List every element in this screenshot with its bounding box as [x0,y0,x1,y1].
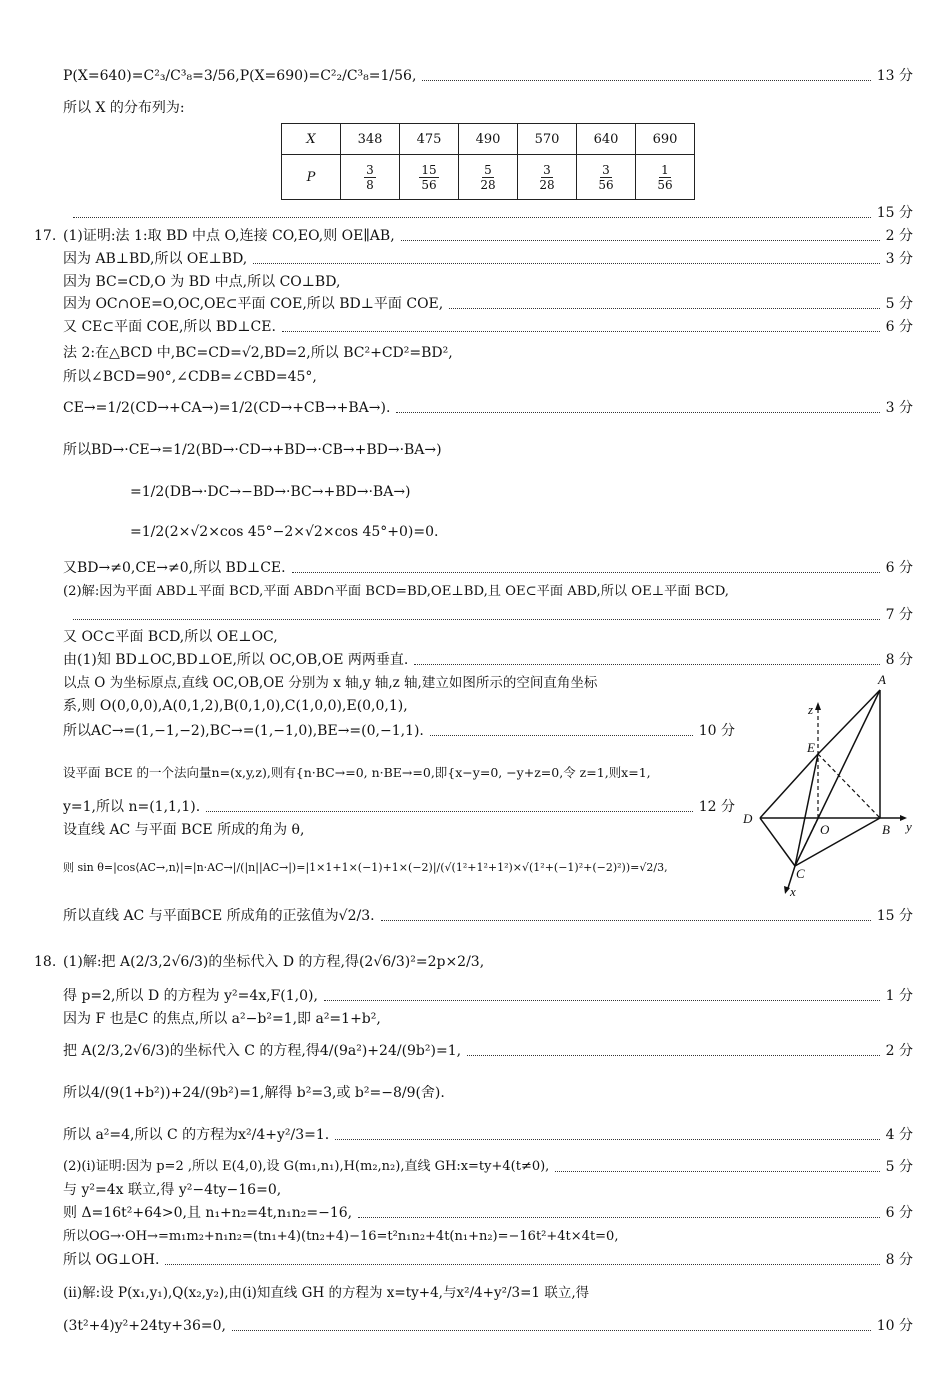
q17-line [63,272,913,292]
score: 12 分 [698,799,735,815]
q17-line [63,558,913,578]
denominator: 28 [539,177,555,192]
score: 15 分 [876,205,913,221]
q17-line [63,367,913,387]
line-text: 所以OG→·OH→=m₁m₂+n₁n₂=(tn₁+4)(tn₂+4)−16=t²n₁n₂+4t(n₁+n₂)=−16t²+4t×4t=0, [63,1229,619,1244]
score: 1 分 [885,988,913,1004]
label-z: z [808,702,814,717]
table-row [282,155,695,200]
table-cell: 348 [341,124,400,155]
leader-dots [282,331,880,332]
line-text: 又 CE⊂平面 COE,所以 BD⊥CE. [63,319,276,335]
leader-dots [358,1217,880,1218]
table-cell: P [282,155,341,200]
table-cell [577,155,636,200]
line-text: (3t²+4)y²+24ty+36=0, [63,1318,226,1334]
q18-line [63,1157,913,1177]
label-E: E [807,740,815,755]
leader-dots [430,735,693,736]
q18-line [63,1041,913,1061]
leader-dots [422,80,870,81]
q17-line [63,721,735,741]
q18-line [63,1227,913,1247]
score: 5 分 [885,296,913,312]
q18-line [63,1283,913,1303]
q17-line [130,522,913,542]
line-text: (2)解:因为平面 ABD⊥平面 BCD,平面 ABD∩平面 BCD=BD,OE⊥BD,且 OE⊂平面 ABD,所以 OE⊥平面 BCD, [63,584,729,599]
distribution-intro [63,98,913,118]
q17-line [63,696,735,716]
q17-line [63,673,735,693]
line-text: 所以AC→=(1,−1,−2),BC→=(1,−1,0),BE→=(0,−1,1). [63,723,424,739]
distribution-intro-text: 所以 X 的分布列为: [63,100,185,116]
probability-text: P(X=640)=C²₃/C³₈=3/56,P(X=690)=C²₂/C³₈=1/56, [63,68,417,84]
edge-EB [818,754,880,818]
q17-line [63,797,735,817]
line-text: 设平面 BCE 的一个法向量n=(x,y,z),则有{n·BC→=0, n·BE→=0,即{x−y=0, −y+z=0,令 z=1,则x=1, [63,765,651,780]
leader-dots [401,240,880,241]
line-text: (1)证明:法 1:取 BD 中点 O,连接 CO,EO,则 OE∥AB, [63,228,395,244]
table-cell [518,155,577,200]
line-text: 又BD→≠0,CE→≠0,所以 BD⊥CE. [63,560,286,576]
q17-line [63,440,913,460]
q17-line [63,582,913,602]
line-text: 所以∠BCD=90°,∠CDB=∠CBD=45°, [63,369,317,385]
numerator: 3 [366,162,374,177]
numerator: 1 [661,162,669,177]
table-cell: X [282,124,341,155]
q17-line [63,763,735,783]
geometry-figure [740,668,920,898]
z-arrow-icon [815,702,821,710]
score-line [63,203,913,223]
q18-line [63,1009,913,1029]
score: 4 分 [885,1127,913,1143]
line-text: 又 OC⊂平面 BCD,所以 OE⊥OC, [63,629,278,645]
line-text: 把 A(2/3,2√6/3)的坐标代入 C 的方程,得4/(9a²)+24/(9b²)=1, [63,1043,462,1059]
q17-line [63,343,913,363]
q18-line [63,952,913,972]
leader-dots [335,1139,879,1140]
line-text: 因为 F 也是C 的焦点,所以 a²−b²=1,即 a²=1+b², [63,1011,381,1027]
label-B: B [882,822,890,837]
line-text: 与 y²=4x 联立,得 y²−4ty−16=0, [63,1182,282,1198]
q18-line [63,1250,913,1270]
q18-line [63,1180,913,1200]
line-text: 设直线 AC 与平面 BCE 所成的角为 θ, [63,822,305,838]
edge-EA [818,690,880,754]
line-text: =1/2(DB→·DC→−BD→·BC→+BD→·BA→) [130,484,411,500]
q17-line [63,627,913,647]
q17-line [63,398,913,418]
q17-line [63,820,735,840]
line-text: 系,则 O(0,0,0),A(0,1,2),B(0,1,0),C(1,0,0),E(0,0,1), [63,698,408,714]
q18-line [63,1203,913,1223]
numerator: 3 [602,162,610,177]
leader-dots [467,1055,880,1056]
line-text: 所以BD→·CE→=1/2(BD→·CD→+BD→·CB→+BD→·BA→) [63,442,442,458]
leader-dots [232,1330,871,1331]
leader-dots [292,572,880,573]
edge-CB [795,818,880,866]
table-cell [400,155,459,200]
leader-dots [449,308,879,309]
probability-line [63,66,913,86]
score: 6 分 [885,560,913,576]
edge-DC [760,818,795,866]
table-cell: 690 [636,124,695,155]
table-cell [459,155,518,200]
q18-line [63,986,913,1006]
score: 10 分 [876,1318,913,1334]
line-text: 由(1)知 BD⊥OC,BD⊥OE,所以 OC,OB,OE 两两垂直. [63,652,409,668]
leader-dots [206,811,693,812]
leader-dots [555,1171,879,1172]
q17-line [63,858,735,878]
score: 7 分 [885,607,913,623]
line-text: (2)(ⅰ)证明:因为 p=2 ,所以 E(4,0),设 G(m₁,n₁),H(m₂,n₂),直线 GH:x=ty+4(t≠0), [63,1159,550,1174]
q17-line [63,605,913,625]
label-A: A [878,672,886,687]
leader-dots [381,920,871,921]
leader-dots [414,664,879,665]
q18-line [63,1316,913,1336]
leader-dots [73,619,880,620]
score: 15 分 [876,908,913,924]
line-text: CE→=1/2(CD→+CA→)=1/2(CD→+CB→+BA→). [63,400,391,416]
score: 13 分 [876,68,913,84]
line-text: 因为 OC∩OE=O,OC,OE⊂平面 COE,所以 BD⊥平面 COE, [63,296,444,312]
numerator: 15 [421,162,437,177]
table-cell [636,155,695,200]
denominator: 8 [366,177,374,192]
numerator: 3 [543,162,551,177]
q17-line [63,226,913,246]
line-text: 所以直线 AC 与平面BCE 所成角的正弦值为√2/3. [63,908,375,924]
leader-dots [396,412,879,413]
score: 2 分 [885,228,913,244]
denominator: 28 [480,177,496,192]
line-text: (ⅱ)解:设 P(x₁,y₁),Q(x₂,y₂),由(ⅰ)知直线 GH 的方程为 x=ty+4,与x²/4+y²/3=1 联立,得 [63,1285,590,1301]
label-x: x [790,884,796,898]
q17-line [63,317,913,337]
score: 3 分 [885,400,913,416]
leader-dots [253,263,879,264]
score: 5 分 [885,1159,913,1175]
q17-line [63,294,913,314]
edge-CE [795,754,818,866]
table-cell: 475 [400,124,459,155]
score: 6 分 [885,1205,913,1221]
leader-dots [324,1000,880,1001]
label-D: D [743,811,753,826]
question-number-18: 18. [34,954,57,970]
table-row [282,124,695,155]
line-text: 因为 BC=CD,O 为 BD 中点,所以 CO⊥BD, [63,274,341,290]
score: 6 分 [885,319,913,335]
q17-line [63,650,913,670]
table-cell [341,155,400,200]
edge-DE [760,754,818,818]
distribution-table [281,123,695,200]
line-text: 法 2:在△BCD 中,BC=CD=√2,BD=2,所以 BC²+CD²=BD², [63,345,453,361]
line-text: 所以 OG⊥OH. [63,1252,160,1268]
line-text: 则 Δ=16t²+64>0,且 n₁+n₂=4t,n₁n₂=−16, [63,1205,353,1221]
line-text: 以点 O 为坐标原点,直线 OC,OB,OE 分别为 x 轴,y 轴,z 轴,建立如图所示的空间直角坐标 [63,675,598,691]
line-text: 则 sin θ=|cos⟨AC→,n⟩|=|n·AC→|/(|n||AC→|)=|1×1+1×(−1)+1×(−2)|/(√(1²+1²+1²)×√(1²+(−1)²+(−2)²))=√2/3, [63,861,668,874]
score: 8 分 [885,652,913,668]
label-O: O [820,822,830,837]
label-y: y [906,819,912,834]
line-text: 所以4/(9(1+b²))+24/(9b²)=1,解得 b²=3,或 b²=−8/9(舍). [63,1085,445,1101]
leader-dots [73,217,871,218]
line-text: (1)解:把 A(2/3,2√6/3)的坐标代入 D 的方程,得(2√6/3)²=2p×2/3, [63,954,485,970]
q17-line [63,906,913,926]
numerator: 5 [484,162,492,177]
line-text: 因为 AB⊥BD,所以 OE⊥BD, [63,251,248,267]
denominator: 56 [598,177,614,192]
q17-line [130,482,913,502]
line-text: =1/2(2×√2×cos 45°−2×√2×cos 45°+0)=0. [130,524,439,540]
score: 3 分 [885,251,913,267]
score: 10 分 [698,723,735,739]
denominator: 56 [421,177,437,192]
question-number-17: 17. [34,228,57,244]
q18-line [63,1083,913,1103]
line-text: 所以 a²=4,所以 C 的方程为x²/4+y²/3=1. [63,1127,330,1143]
line-text: 得 p=2,所以 D 的方程为 y²=4x,F(1,0), [63,988,318,1004]
q18-line [63,1125,913,1145]
table-cell: 640 [577,124,636,155]
score: 2 分 [885,1043,913,1059]
line-text: y=1,所以 n=(1,1,1). [63,799,201,815]
leader-dots [165,1264,879,1265]
table-cell: 490 [459,124,518,155]
label-C: C [796,866,805,881]
denominator: 56 [657,177,673,192]
table-cell: 570 [518,124,577,155]
q17-line [63,249,913,269]
score: 8 分 [885,1252,913,1268]
